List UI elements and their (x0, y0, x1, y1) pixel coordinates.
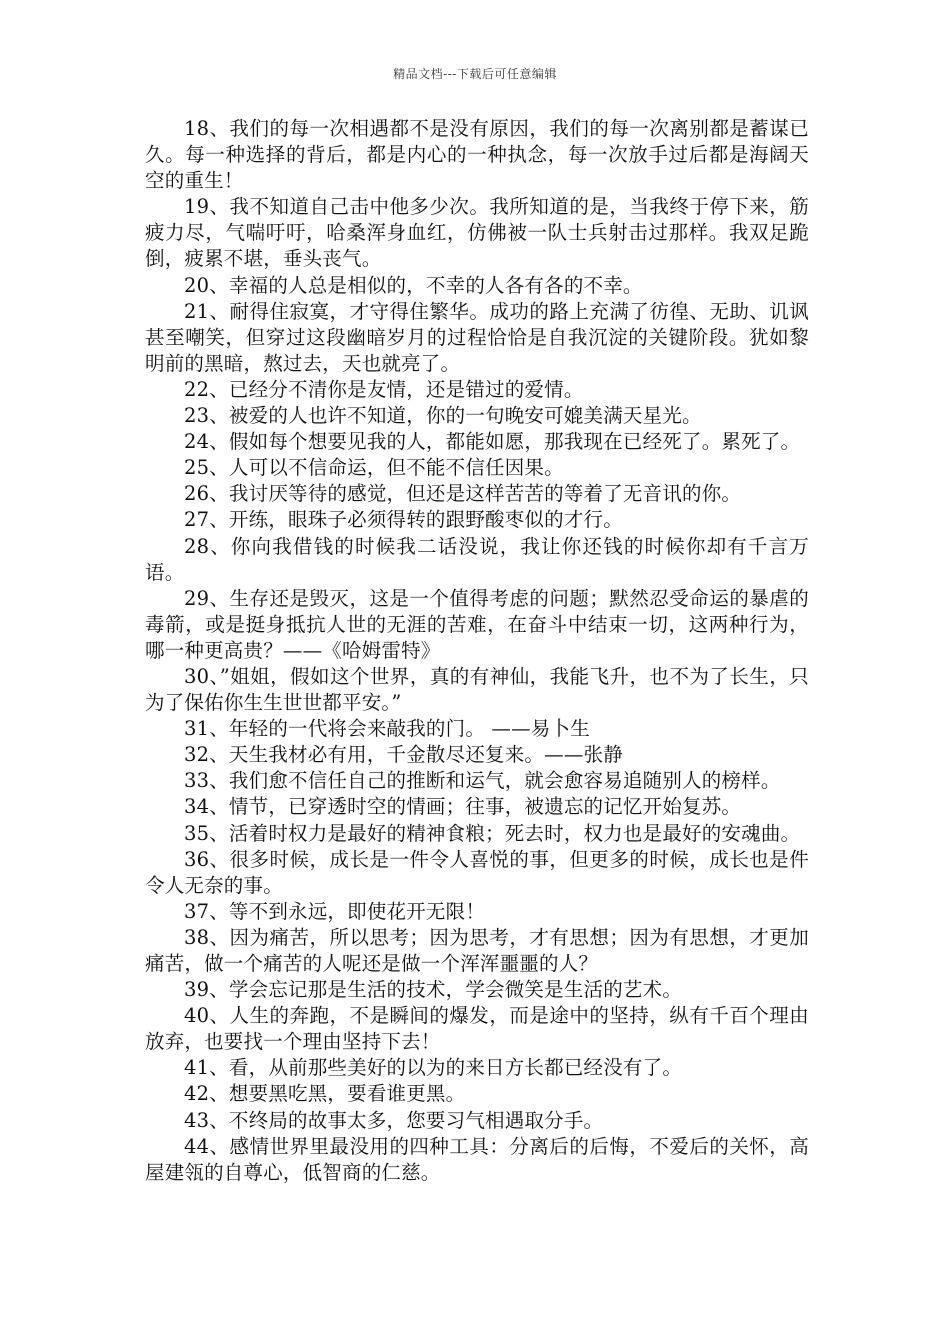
quote-paragraph: 36、很多时候，成长是一件令人喜悦的事，但更多的时候，成长也是件令人无奈的事。 (145, 847, 809, 897)
quote-paragraph: 26、我讨厌等待的感觉，但还是这样苦苦的等着了无音讯的你。 (184, 482, 742, 506)
quote-paragraph: 27、开练，眼珠子必须得转的跟野酸枣似的才行。 (184, 508, 623, 532)
quote-paragraph: 33、我们愈不信任自己的推断和运气，就会愈容易追随别人的榜样。 (184, 769, 781, 793)
quote-paragraph: 31、年轻的一代将会来敲我的门。 ——易卜生 (184, 717, 590, 741)
quote-paragraph: 32、天生我材必有用，千金散尽还复来。——张静 (184, 743, 623, 767)
page-header: 精品文档---下载后可任意编辑 (393, 67, 557, 81)
quote-paragraph: 21、耐得住寂寞，才守得住繁华。成功的路上充满了彷徨、无助、讥讽甚至嘲笑，但穿过这段幽暗岁月的过程恰恰是自我沉淀的关键阶段。犹如黎明前的黑暗，熬过去，天也就亮了。 (145, 299, 809, 375)
quote-paragraph: 37、等不到永远，即使花开无限！ (184, 899, 486, 923)
quote-paragraph: 25、人可以不信命运，但不能不信任因果。 (184, 456, 564, 480)
quote-paragraph: 40、人生的奔跑，不是瞬间的爆发，而是途中的坚持，纵有千百个理由放弃，也要找一个理由坚持下去！ (145, 1004, 809, 1054)
quote-paragraph: 30、”姐姐，假如这个世界，真的有神仙，我能飞升，也不为了长生，只为了保佑你生生世世都平安。” (145, 664, 809, 715)
quote-paragraph: 20、幸福的人总是相似的，不幸的人各有各的不幸。 (184, 273, 643, 297)
quote-paragraph: 22、已经分不清你是友情，还是错过的爱情。 (184, 377, 584, 401)
quote-paragraph: 44、感情世界里最没用的四种工具：分离后的后悔，不爱后的关怀，高屋建瓴的自尊心，低智商的仁慈。 (145, 1134, 809, 1184)
quote-paragraph: 35、活着时权力是最好的精神食粮；死去时，权力也是最好的安魂曲。 (184, 821, 801, 845)
quote-paragraph: 41、看，从前那些美好的以为的来日方长都已经没有了。 (184, 1056, 683, 1080)
quote-list (145, 116, 809, 1186)
quote-paragraph: 28、你向我借钱的时候我二话没说，我让你还钱的时候你却有千言万语。 (145, 534, 809, 584)
quote-paragraph: 39、学会忘记那是生活的技术，学会微笑是生活的艺术。 (184, 978, 683, 1002)
quote-paragraph: 42、想要黑吃黑，要看谁更黑。 (184, 1082, 466, 1106)
quote-paragraph: 43、不终局的故事太多，您要习气相遇取分手。 (184, 1108, 604, 1132)
quote-paragraph: 18、我们的每一次相遇都不是没有原因，我们的每一次离别都是蓄谋已久。每一种选择的背后，都是内心的一种执念，每一次放手过后都是海阔天空的重生！ (145, 117, 809, 193)
quote-paragraph: 23、被爱的人也许不知道，你的一句晚安可媲美满天星光。 (184, 404, 702, 428)
quote-paragraph: 34、情节，已穿透时空的情画；往事，被遗忘的记忆开始复苏。 (184, 795, 742, 819)
quote-paragraph: 19、我不知道自己击中他多少次。我所知道的是，当我终于停下来，筋疲力尽，气喘吁吁，哈桑浑身血红，仿佛被一队士兵射击过那样。我双足跪倒，疲累不堪，垂头丧气。 (145, 195, 809, 271)
quote-paragraph: 29、生存还是毁灭，这是一个值得考虑的问题；默然忍受命运的暴虐的毒箭，或是挺身抵抗人世的无涯的苦难，在奋斗中结束一切，这两种行为，哪一种更高贵？——《哈姆雷特》 (145, 586, 809, 662)
quote-paragraph: 38、因为痛苦，所以思考；因为思考，才有思想；因为有思想，才更加痛苦，做一个痛苦的人呢还是做一个浑浑噩噩的人？ (145, 925, 809, 975)
quote-paragraph: 24、假如每个想要见我的人，都能如愿，那我现在已经死了。累死了。 (184, 430, 801, 454)
